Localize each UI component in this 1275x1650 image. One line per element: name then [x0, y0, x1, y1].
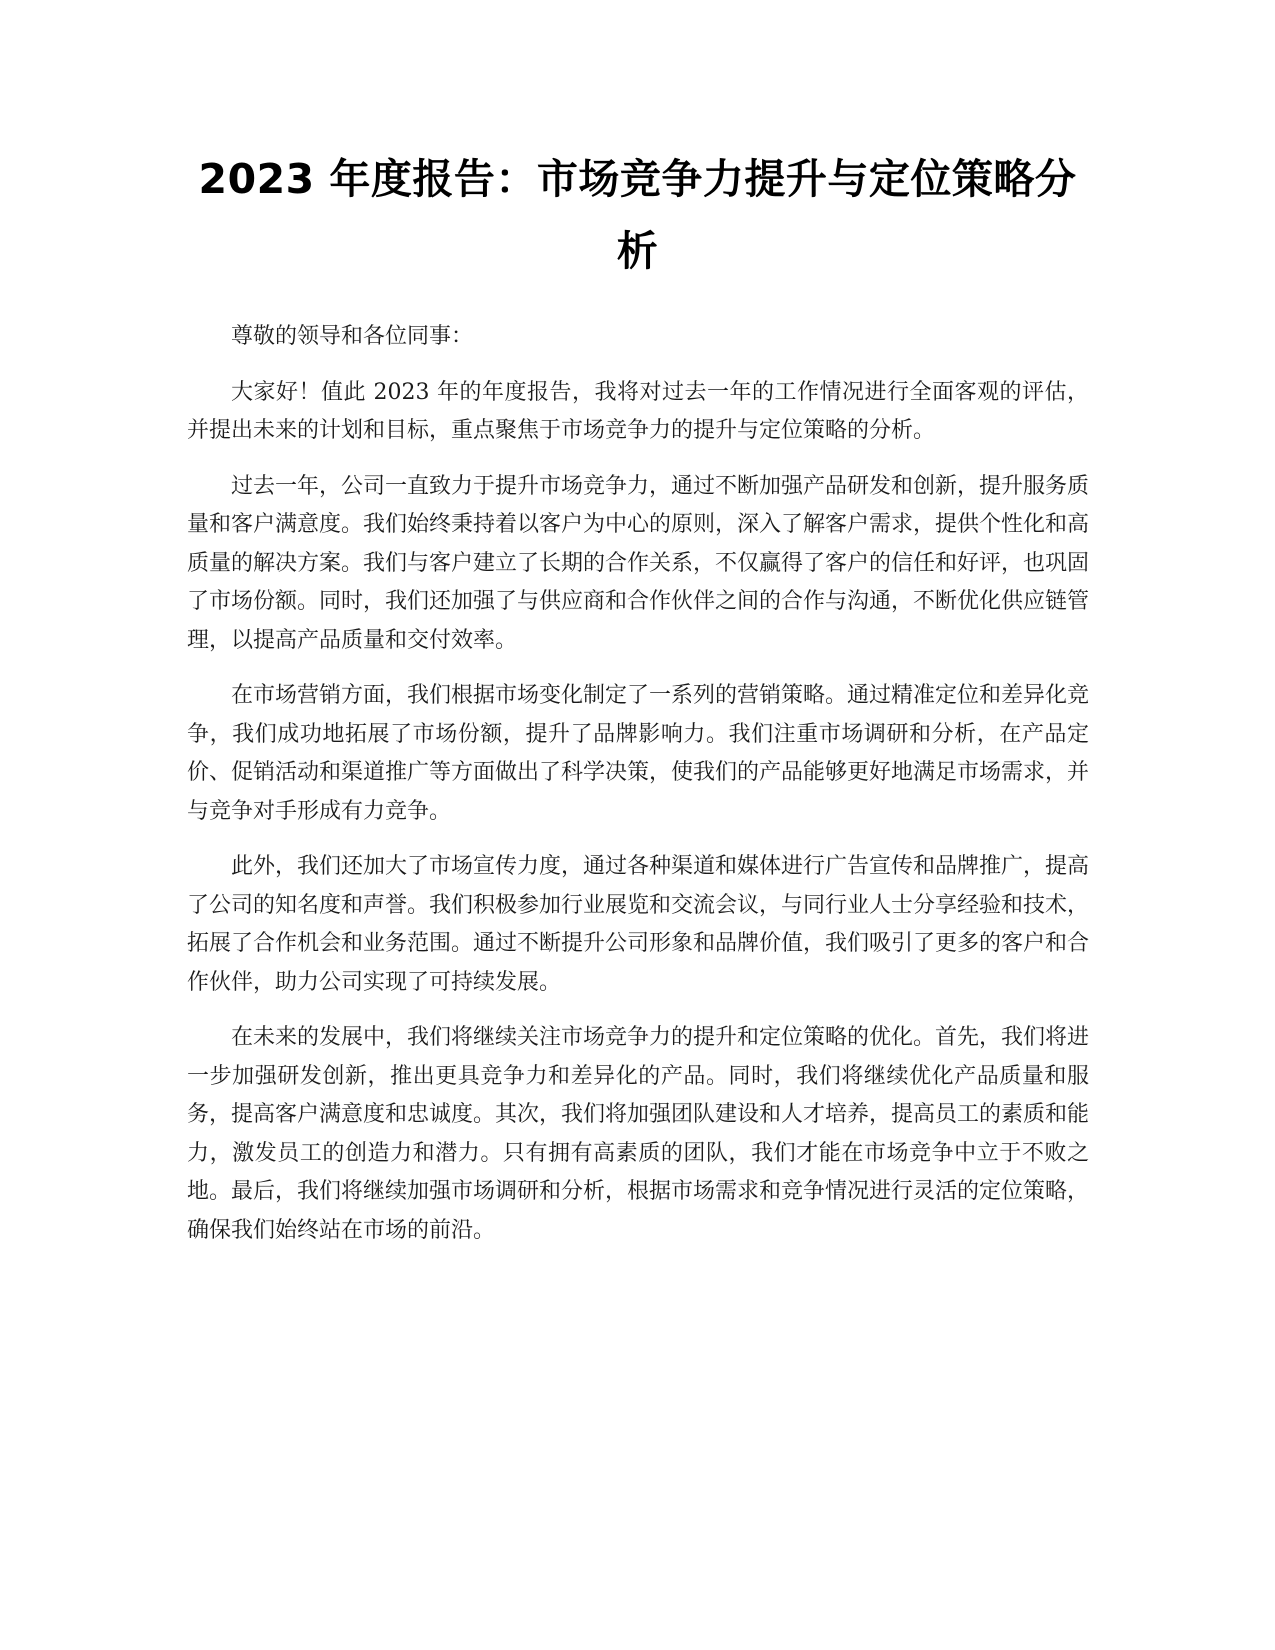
body-paragraph: 在未来的发展中，我们将继续关注市场竞争力的提升和定位策略的优化。首先，我们将进一步加强研发创新，推出更具竞争力和差异化的产品。同时，我们将继续优化产品质量和服务，提高客户满意度和忠诚度。其次，我们将加强团队建设和人才培养，提高员工的素质和能力，激发员工的创造力和潜力。只有拥有高素质的团队，我们才能在市场竞争中立于不败之地。最后，我们将继续加强市场调研和分析，根据市场需求和竞争情况进行灵活的定位策略，确保我们始终站在市场的前沿。 — [187, 1025, 1090, 1243]
body-paragraph: 此外，我们还加大了市场宣传力度，通过各种渠道和媒体进行广告宣传和品牌推广，提高了公司的知名度和声誉。我们积极参加行业展览和交流会议，与同行业人士分享经验和技术，拓展了合作机会和业务范围。通过不断提升公司形象和品牌价值，我们吸引了更多的客户和合作伙伴，助力公司实现了可持续发展。 — [187, 854, 1090, 995]
body-paragraph: 在市场营销方面，我们根据市场变化制定了一系列的营销策略。通过精准定位和差异化竞争，我们成功地拓展了市场份额，提升了品牌影响力。我们注重市场调研和分析，在产品定价、促销活动和渠道推广等方面做出了科学决策，使我们的产品能够更好地满足市场需求，并与竞争对手形成有力竞争。 — [187, 683, 1090, 824]
document-title: 2023 年度报告：市场竞争力提升与定位策略分析 — [198, 155, 1077, 275]
document-body — [187, 318, 1089, 1267]
body-paragraph: 大家好！值此 2023 年的年度报告，我将对过去一年的工作情况进行全面客观的评估，并提出未来的计划和目标，重点聚焦于市场竞争力的提升与定位策略的分析。 — [187, 379, 1089, 443]
body-paragraph: 过去一年，公司一直致力于提升市场竞争力，通过不断加强产品研发和创新，提升服务质量和客户满意度。我们始终秉持着以客户为中心的原则，深入了解客户需求，提供个性化和高质量的解决方案。我们与客户建立了长期的合作关系，不仅赢得了客户的信任和好评，也巩固了市场份额。同时，我们还加强了与供应商和合作伙伴之间的合作与沟通，不断优化供应链管理，以提高产品质量和交付效率。 — [187, 473, 1090, 653]
salutation: 尊敬的领导和各位同事： — [231, 324, 474, 349]
